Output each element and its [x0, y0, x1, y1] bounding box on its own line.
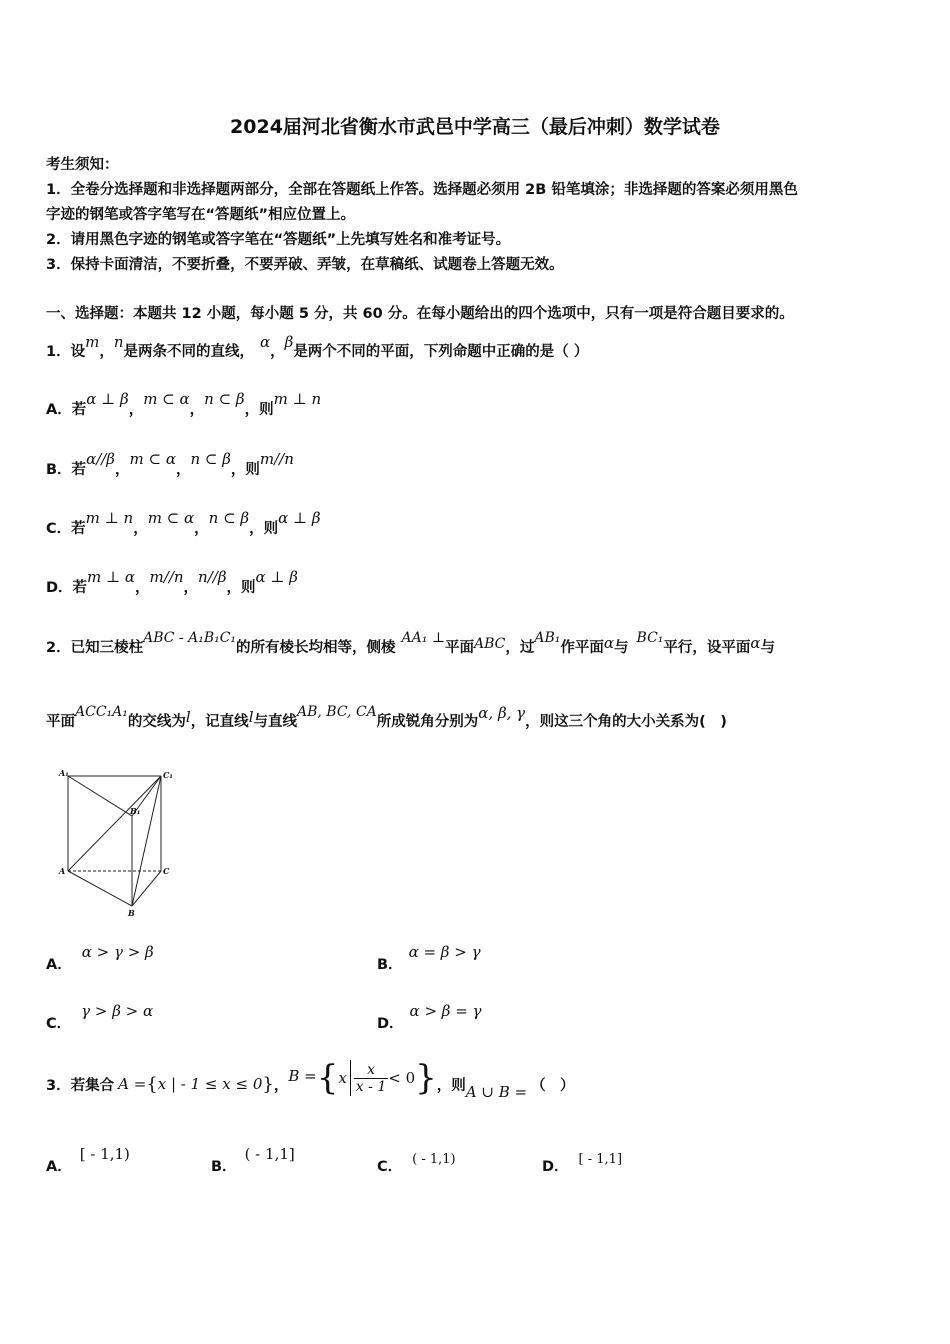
option-label: B．: [211, 1159, 237, 1175]
q1-option-d[interactable]: D．若m ⊥ α，m//n，n//β，则α ⊥ β: [46, 568, 298, 596]
q1-text-2: 是两个不同的平面，下列命题中正确的是（ ）: [293, 344, 589, 360]
notice-line-3: 3．保持卡面清洁，不要折叠，不要弄破、弄皱，在草稿纸、试题卷上答题无效。: [46, 257, 564, 273]
q2-option-a[interactable]: [46, 943, 154, 974]
label-c: C: [163, 866, 170, 876]
q2-text-4: 作平面: [560, 640, 604, 656]
notice-line-1b: 字迹的钢笔或答字笔写在“答题纸”相应位置上。: [46, 207, 356, 223]
q3-option-a[interactable]: [46, 1145, 130, 1176]
label-b: B: [128, 908, 135, 918]
q1-stem: [46, 333, 589, 361]
q2-lines: AB, BC, CA: [297, 704, 377, 720]
q1-alpha: α: [260, 333, 271, 351]
option-cond-3: n//β: [198, 568, 227, 586]
q3-frac-num: x: [354, 1062, 388, 1079]
q2-number: 2．已知三棱柱: [46, 640, 144, 656]
edge-a1b1: [68, 776, 132, 816]
q1-sep-2: ，: [270, 344, 285, 360]
option-cond-2: m//n: [149, 568, 184, 586]
option-cond-1: α//β: [86, 450, 115, 468]
q2-text-12: 所成锐角分别为: [376, 714, 479, 730]
option-expr: α > β = γ: [409, 1002, 482, 1020]
q1-sep: ，: [99, 344, 114, 360]
q2-abc: ABC: [474, 636, 506, 652]
option-then: ，则: [249, 521, 279, 537]
option-cond-1: α ⊥ β: [86, 390, 129, 408]
option-expr: γ > β > α: [81, 1002, 154, 1020]
option-label: B．若: [46, 462, 87, 478]
q2-alpha-2: α: [750, 634, 761, 652]
q2-alpha: α: [603, 634, 615, 652]
option-label: D．若: [46, 580, 88, 596]
label-c1: C₁: [163, 770, 173, 780]
notice-line-2: 2．请用黑色字迹的钢笔或答字笔在“答题纸”上先填写姓名和准考证号。: [46, 232, 511, 248]
edge-ab: [68, 871, 132, 906]
option-expr: ( - 1,1]: [244, 1145, 295, 1163]
q1-text-1: 是两条不同的直线，: [123, 344, 254, 360]
label-a: A: [59, 866, 66, 876]
q2-stem-line-2: [46, 704, 727, 731]
option-label: A．若: [46, 402, 87, 418]
option-cond-3: n ⊂ β: [190, 450, 231, 468]
option-cond-1: m ⊥ α: [87, 568, 136, 586]
q3-set-a-body: x | - 1 ≤ x ≤ 0: [157, 1075, 263, 1093]
option-label: C．: [377, 1159, 403, 1175]
option-expr: α = β > γ: [408, 943, 481, 961]
q2-text-10: ，记直线: [190, 714, 249, 730]
q2-option-d[interactable]: [377, 1002, 482, 1033]
option-cond-3: n ⊂ β: [204, 390, 245, 408]
q1-beta: β: [284, 333, 294, 351]
section-heading: 一、选择题：本题共 12 小题，每小题 5 分，共 60 分。在每小题给出的四个选项中，只有一项是符合题目要求的。: [46, 306, 794, 322]
q2-bc1: BC₁: [636, 630, 664, 646]
notice-heading: 考生须知：: [46, 157, 119, 173]
q2-prism: ABC - A₁B₁C₁: [143, 630, 237, 646]
q3-then: ，则: [436, 1077, 466, 1094]
q2-text-9: 的交线为: [127, 714, 186, 730]
option-label: D．: [542, 1159, 569, 1175]
option-expr: ( - 1,1): [412, 1152, 456, 1167]
q3-option-b[interactable]: [211, 1145, 295, 1176]
label-b1: B₁: [130, 806, 141, 816]
q2-text-1: 的所有棱长均相等，侧棱: [236, 640, 396, 656]
q1-number: 1．设: [46, 344, 86, 360]
q2-text-7: 与: [760, 640, 776, 656]
option-cond-2: m ⊂ α: [129, 450, 176, 468]
q2-l-2: l: [248, 708, 254, 726]
option-cond-2: m ⊂ α: [143, 390, 190, 408]
q2-aa1: AA₁ ⊥: [401, 630, 445, 646]
q3-union: A ∪ B =: [465, 1083, 528, 1101]
q3-frac-den: x - 1: [355, 1078, 387, 1095]
option-result: m ⊥ n: [273, 390, 322, 408]
option-label: C．若: [46, 521, 86, 537]
q1-option-b[interactable]: B．若α//β，m ⊂ α，n ⊂ β，则m//n: [46, 450, 294, 478]
q1-n: n: [113, 333, 124, 351]
q2-angles: α, β, γ: [478, 704, 526, 722]
option-cond-3: n ⊂ β: [208, 509, 250, 527]
notice-line-1: 1．全卷分选择题和非选择题两部分，全部在答题纸上作答。选择题必须用 2B 铅笔填涂；非选择题的答案必须用黑色: [46, 182, 798, 198]
page-title: 2024届河北省衡水市武邑中学高三（最后冲刺）数学试卷: [230, 116, 720, 138]
q1-option-a[interactable]: A．若α ⊥ β，m ⊂ α，n ⊂ β，则m ⊥ n: [46, 390, 322, 418]
option-label: C．: [46, 1016, 72, 1032]
option-result: α ⊥ β: [278, 509, 321, 527]
q2-text-3: ，过: [505, 640, 535, 656]
q3-answer-paren: （ ）: [531, 1077, 575, 1094]
q2-option-c[interactable]: [46, 1002, 154, 1033]
q1-option-c[interactable]: C．若m ⊥ n，m ⊂ α，n ⊂ β，则α ⊥ β: [46, 509, 321, 537]
option-cond-2: m ⊂ α: [147, 509, 195, 527]
q2-text-6: 平行，设平面: [663, 640, 751, 656]
option-label: A．: [46, 957, 72, 973]
option-then: ，则: [230, 462, 260, 478]
option-expr: α > γ > β: [81, 943, 154, 961]
q2-l: l: [185, 708, 191, 726]
q2-text-11: 与直线: [253, 714, 297, 730]
label-a1: A₁: [59, 768, 69, 778]
q3-lt0: < 0: [388, 1069, 416, 1087]
q3-comma: ，: [273, 1077, 289, 1094]
q2-text-8: 平面: [46, 714, 75, 730]
option-cond-1: m ⊥ n: [85, 509, 134, 527]
q2-option-b[interactable]: [377, 943, 481, 974]
option-result: α ⊥ β: [255, 568, 298, 586]
option-label: D．: [377, 1016, 404, 1032]
q3-set-a-lhs: A =: [118, 1075, 147, 1093]
option-label: B．: [377, 957, 403, 973]
q2-text-2: 平面: [445, 640, 474, 656]
option-expr: [ - 1,1): [79, 1145, 130, 1163]
q3-set-b-x: x: [338, 1069, 347, 1087]
q2-text-13: ，则这三个角的大小关系为( ): [525, 714, 727, 730]
q2-acc1a1: ACC₁A₁: [75, 704, 128, 720]
q1-m: m: [85, 333, 100, 351]
option-then: ，则: [244, 402, 274, 418]
q2-ab1: AB₁: [534, 630, 561, 646]
diag-ac1: [68, 776, 161, 871]
q3-number: 3．若集合: [46, 1077, 115, 1094]
q3-fraction: [354, 1062, 388, 1095]
option-expr: [ - 1,1]: [578, 1152, 623, 1167]
prism-figure: [56, 766, 186, 918]
q2-text-5: 与: [614, 640, 629, 656]
option-then: ，则: [226, 580, 256, 596]
q3-option-c[interactable]: [377, 1152, 456, 1176]
q3-stem: 3．若集合 A = { x | - 1 ≤ x ≤ 0 } ， B = { x $\frac{x}{x - 1}$ < 0 } ，则 A ∪ B = （ ）: [46, 1058, 575, 1101]
option-label: A．: [46, 1159, 72, 1175]
option-result: m//n: [259, 450, 294, 468]
q3-option-d[interactable]: [542, 1152, 623, 1176]
q3-set-b-lhs: B =: [288, 1067, 317, 1085]
q2-stem-line-1: [46, 630, 776, 657]
